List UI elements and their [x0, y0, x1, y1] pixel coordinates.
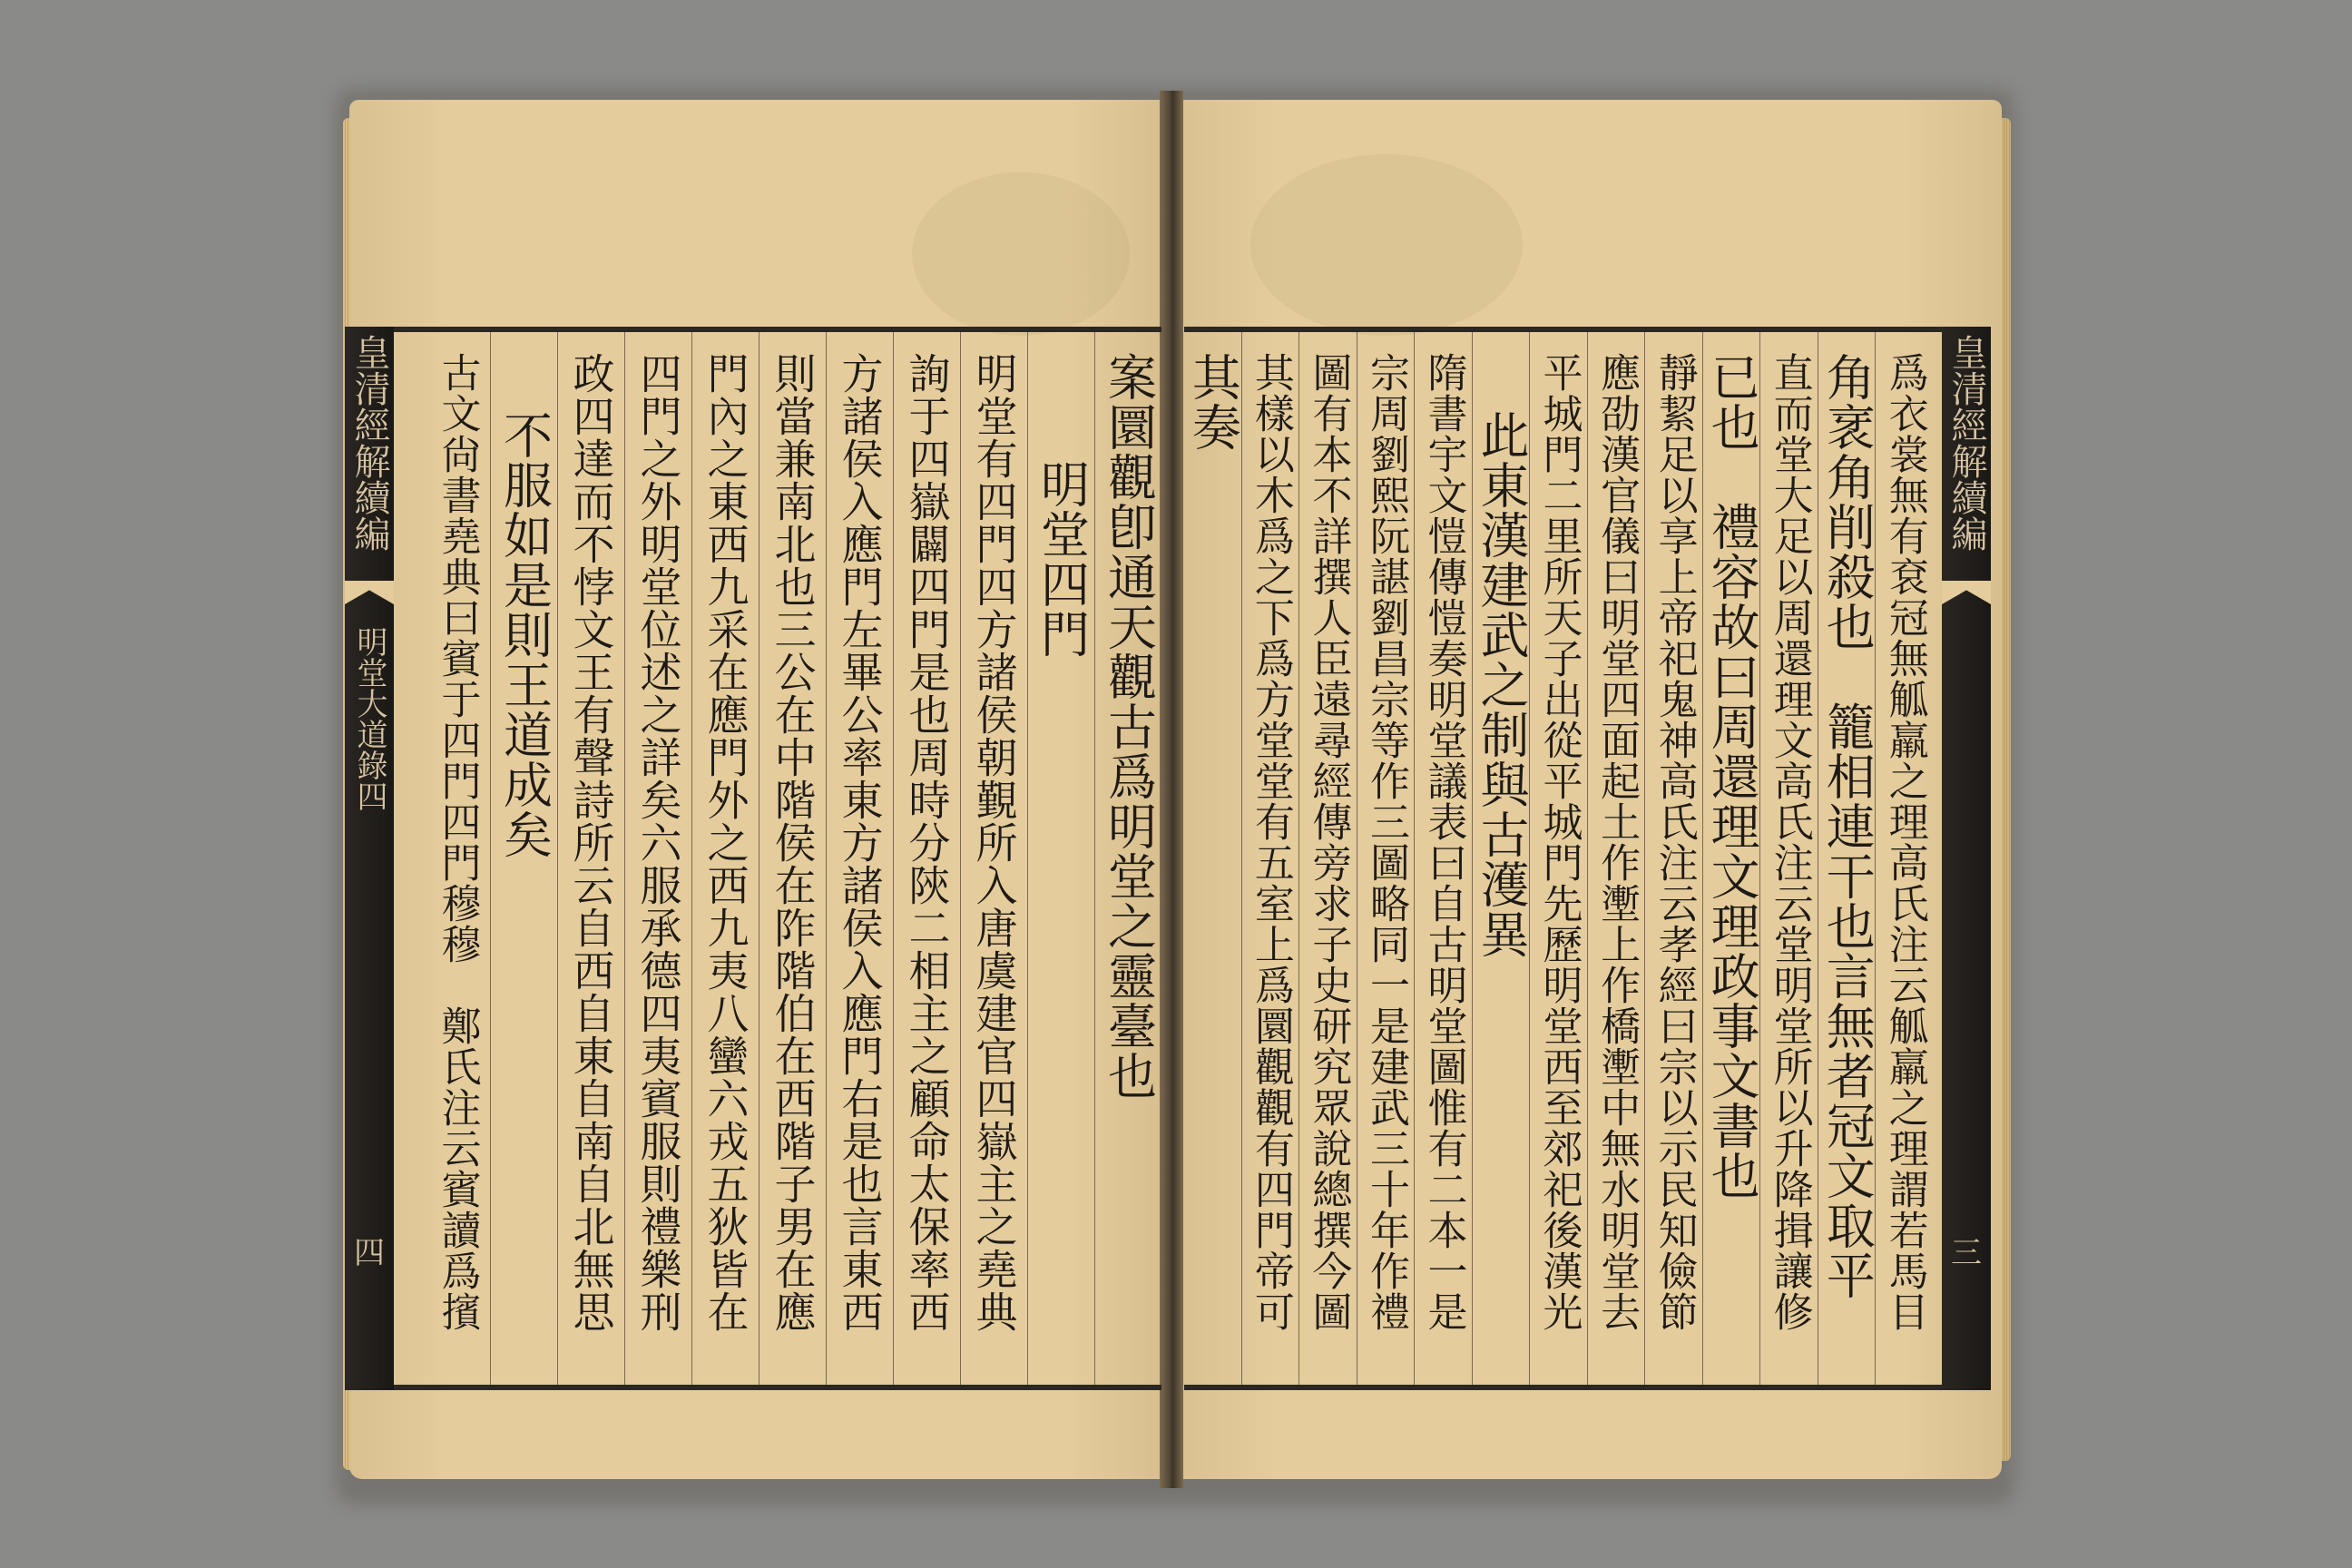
column-text: 其奏: [1184, 352, 1242, 452]
text-column: [557, 332, 624, 1385]
text-column: [1027, 332, 1094, 1385]
column-text: 其樣以木爲之下爲方堂堂有五室上爲圜觀觀有四門帝可: [1247, 352, 1294, 1332]
text-column: [893, 332, 960, 1385]
text-column: [1414, 332, 1472, 1385]
left-text-columns: [383, 332, 1161, 1385]
text-column: [960, 332, 1027, 1385]
text-column: [1875, 332, 1933, 1385]
text-column: [826, 332, 893, 1385]
text-column: [691, 332, 759, 1385]
paper-stain: [1250, 154, 1523, 336]
column-text: 應劭漢官儀曰明堂四面起土作壍上作橋壍中無水明堂去: [1593, 352, 1641, 1332]
text-column: [1357, 332, 1415, 1385]
paper-stain: [912, 172, 1130, 336]
text-column: [624, 332, 691, 1385]
column-text: 明堂有四門四方諸侯朝覲所入唐虞建官四嶽主之堯典: [969, 352, 1019, 1333]
text-column: [1702, 332, 1760, 1385]
book-gutter: [1160, 91, 1183, 1488]
text-column: [1184, 332, 1241, 1385]
fishtail-mark: [345, 581, 394, 604]
column-text: 宗周劉熙阮諶劉昌宗等作三圖略同一是建武三十年作禮: [1362, 352, 1409, 1332]
text-column: [424, 332, 490, 1385]
text-column: [1818, 332, 1876, 1385]
text-column: [1094, 332, 1161, 1385]
column-text: 案圜觀卽通天觀古爲明堂之靈臺也: [1100, 352, 1158, 1101]
right-text-frame: [1184, 327, 1987, 1390]
column-text: 靜絜足以享上帝祀鬼神高氏注云孝經曰宗以示民知儉節: [1651, 352, 1698, 1332]
text-column: [1759, 332, 1818, 1385]
left-banxin: [345, 327, 394, 1390]
banxin-title: 皇清經解續編: [348, 334, 390, 552]
text-column: [1241, 332, 1299, 1385]
right-text-columns: [1184, 332, 1933, 1385]
text-column: [1472, 332, 1530, 1385]
column-text: 門內之東西九采在應門外之西九夷八蠻六戎五狄皆在: [701, 352, 750, 1333]
column-text: 政四達而不悖文王有聲詩所云自西自東自南自北無思: [566, 352, 616, 1333]
column-text: 方諸侯入應門左畢公率東方諸侯入應門右是也言東西: [835, 352, 885, 1333]
column-text: 隋書宇文愷傳愷奏明堂議表曰自古明堂圖惟有二本一是: [1420, 352, 1467, 1332]
column-text: 圖有本不詳撰人臣遠尋經傳旁求子史研究眾說總撰今圖: [1305, 352, 1352, 1332]
banxin-page-number: 四: [354, 1235, 385, 1271]
left-text-frame: [363, 327, 1161, 1390]
column-text: 四門之外明堂位述之詳矣六服承德四夷賓服則禮樂刑: [633, 352, 683, 1333]
column-text: 平城門二里所天子出從平城門先歷明堂西至郊祀後漢光: [1535, 352, 1583, 1332]
text-column: [1644, 332, 1702, 1385]
text-column: [759, 332, 826, 1385]
column-text: 角衺角削殺也 籠相連干也言無者冠文取平: [1818, 352, 1877, 1300]
fishtail-mark: [1942, 581, 1991, 604]
column-text: 詢于四嶽闢四門是也周時分陝二相主之顧命太保率西: [902, 352, 952, 1333]
column-text: 明堂四門: [1033, 459, 1091, 659]
banxin-title: 皇清經解續編: [1945, 334, 1987, 552]
column-text: 古文尙書堯典曰賓于四門四門穆穆 鄭氏注云賓讀爲擯: [434, 352, 481, 1332]
column-text: 不服如是則王道成矣: [495, 410, 554, 859]
column-text: 則當兼南北也三公在中階侯在阼階伯在西階子男在應: [768, 352, 818, 1333]
column-text: 直而堂大足以周還理文高氏注云堂明堂所以升降揖讓修: [1766, 352, 1813, 1332]
banxin-page-number: 三: [1951, 1235, 1982, 1271]
column-text: 此東漢建武之制與古濩異: [1473, 410, 1531, 959]
text-column: [1529, 332, 1587, 1385]
column-text: 爲衣裳無有袞冠無觚羸之理高氏注云觚羸之理謂若馬目: [1881, 352, 1928, 1332]
banxin-chapter: 明堂大道錄四: [351, 626, 387, 811]
column-text: 已也 禮容故曰周還理文理政事文書也: [1703, 352, 1761, 1200]
right-banxin: [1942, 327, 1991, 1390]
text-column: [1298, 332, 1357, 1385]
text-column: [490, 332, 557, 1385]
text-column: [1587, 332, 1645, 1385]
